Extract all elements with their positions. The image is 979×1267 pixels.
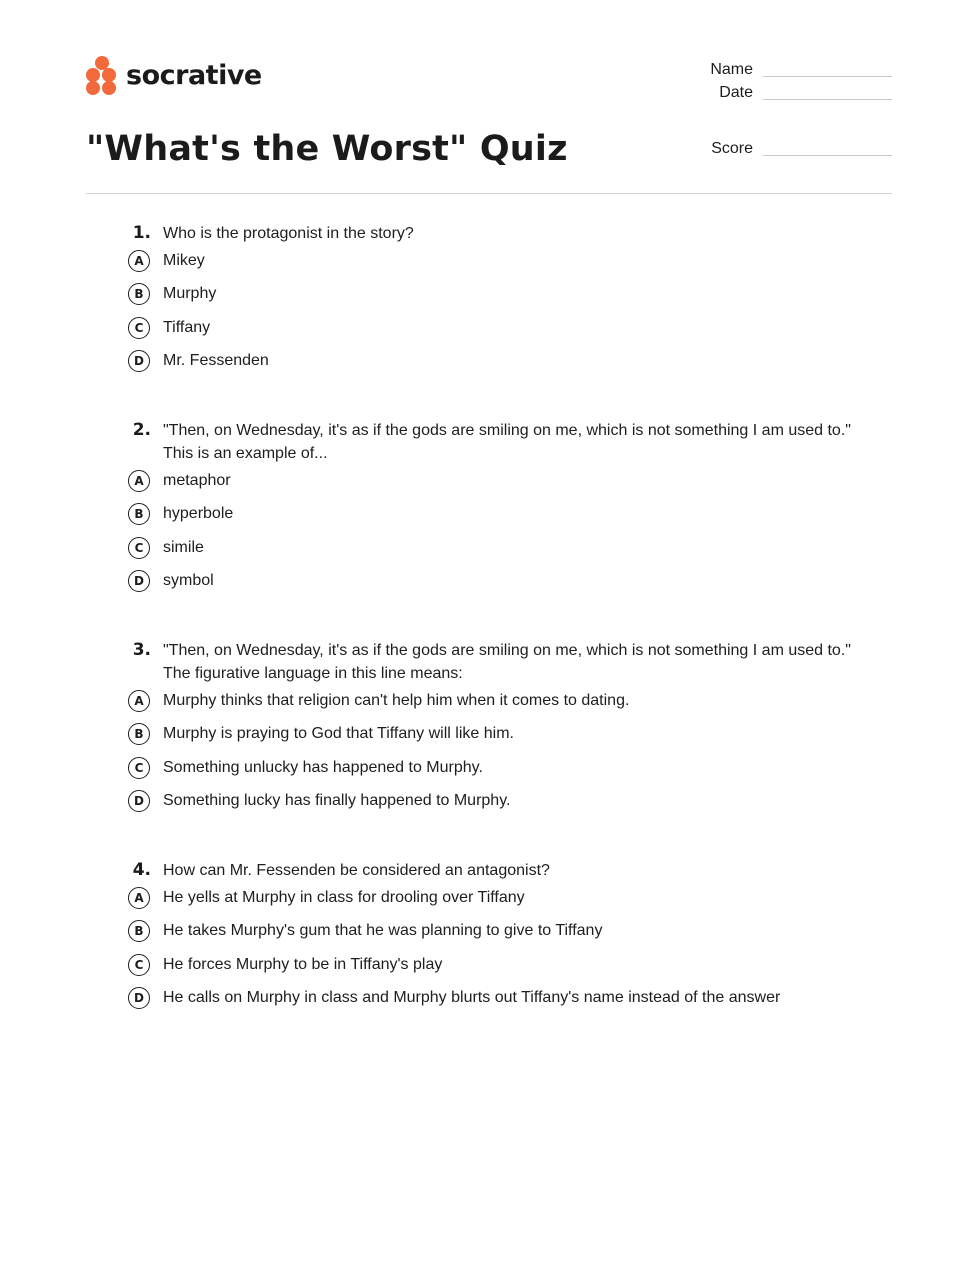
option-text: Mikey [163, 252, 205, 269]
option-b[interactable] [0, 503, 979, 536]
option-b[interactable] [0, 283, 979, 316]
option-text: hyperbole [163, 505, 234, 523]
name-line[interactable] [763, 76, 892, 77]
option-b[interactable] [0, 723, 979, 756]
option-text: Murphy [163, 285, 217, 303]
question-number: 2. [132, 420, 151, 440]
option-text: symbol [163, 571, 214, 589]
option-letter-circle[interactable]: A [128, 887, 150, 909]
option-letter-circle[interactable]: C [128, 537, 150, 559]
header-divider [86, 193, 892, 194]
option-text: Murphy is praying to God that Tiffany will like him. [163, 725, 514, 743]
option-d[interactable] [0, 570, 979, 603]
option-letter-circle[interactable]: C [128, 317, 150, 339]
option-text: Tiffany [163, 318, 211, 336]
page-title: "What's the Worst" Quiz [86, 129, 568, 169]
question-text: Who is the protagonist in the story? [163, 225, 414, 242]
option-text: Murphy thinks that religion can't help him when it comes to dating. [163, 692, 630, 709]
option-letter-circle[interactable]: D [128, 350, 150, 372]
option-text: simile [163, 538, 204, 556]
option-letter-circle[interactable]: D [128, 790, 150, 812]
question-text: "Then, on Wednesday, it's as if the gods are smiling on me, which is not something I am used to." This is an example of... [163, 422, 851, 462]
name-label: Name [710, 61, 753, 78]
option-text: He calls on Murphy in class and Murphy blurts out Tiffany's name instead of the answer [163, 988, 781, 1006]
name-field [0, 59, 979, 81]
option-a[interactable] [0, 690, 979, 723]
option-d[interactable] [0, 987, 979, 1020]
option-text: He yells at Murphy in class for drooling over Tiffany [163, 889, 525, 906]
option-text: He takes Murphy's gum that he was planning to give to Tiffany [163, 922, 603, 940]
option-c[interactable] [0, 317, 979, 350]
option-letter-circle[interactable]: A [128, 250, 150, 272]
option-text: metaphor [163, 472, 231, 489]
option-d[interactable] [0, 350, 979, 383]
question-3 [0, 639, 979, 823]
option-text: Something unlucky has happened to Murphy. [163, 758, 483, 776]
option-letter-circle[interactable]: D [128, 570, 150, 592]
option-letter-circle[interactable]: B [128, 920, 150, 942]
option-letter-circle[interactable]: C [128, 954, 150, 976]
option-letter-circle[interactable]: C [128, 757, 150, 779]
question-text: How can Mr. Fessenden be considered an antagonist? [163, 862, 550, 879]
question-number: 3. [132, 640, 151, 660]
question-1 [0, 222, 979, 383]
option-a[interactable] [0, 250, 979, 283]
question-number: 1. [132, 223, 151, 243]
option-letter-circle[interactable]: B [128, 283, 150, 305]
date-field [0, 82, 979, 104]
option-b[interactable] [0, 920, 979, 953]
option-letter-circle[interactable]: B [128, 503, 150, 525]
question-2 [0, 419, 979, 603]
option-a[interactable] [0, 887, 979, 920]
option-letter-circle[interactable]: B [128, 723, 150, 745]
option-d[interactable] [0, 790, 979, 823]
score-field [0, 138, 979, 160]
question-number: 4. [132, 860, 151, 880]
option-letter-circle[interactable]: A [128, 690, 150, 712]
date-line[interactable] [763, 99, 892, 100]
option-c[interactable] [0, 757, 979, 790]
option-c[interactable] [0, 537, 979, 570]
option-a[interactable] [0, 470, 979, 503]
date-label: Date [719, 84, 753, 101]
option-letter-circle[interactable]: D [128, 987, 150, 1009]
score-line[interactable] [763, 155, 892, 156]
option-text: Something lucky has finally happened to Murphy. [163, 791, 511, 809]
option-text: Mr. Fessenden [163, 351, 269, 369]
question-text: "Then, on Wednesday, it's as if the gods are smiling on me, which is not something I am used to." The figurative language in this line means: [163, 642, 851, 682]
score-label: Score [711, 140, 753, 157]
option-c[interactable] [0, 954, 979, 987]
question-4 [0, 859, 979, 1020]
brand-name: socrative [126, 60, 262, 91]
option-text: He forces Murphy to be in Tiffany's play [163, 955, 443, 973]
option-letter-circle[interactable]: A [128, 470, 150, 492]
